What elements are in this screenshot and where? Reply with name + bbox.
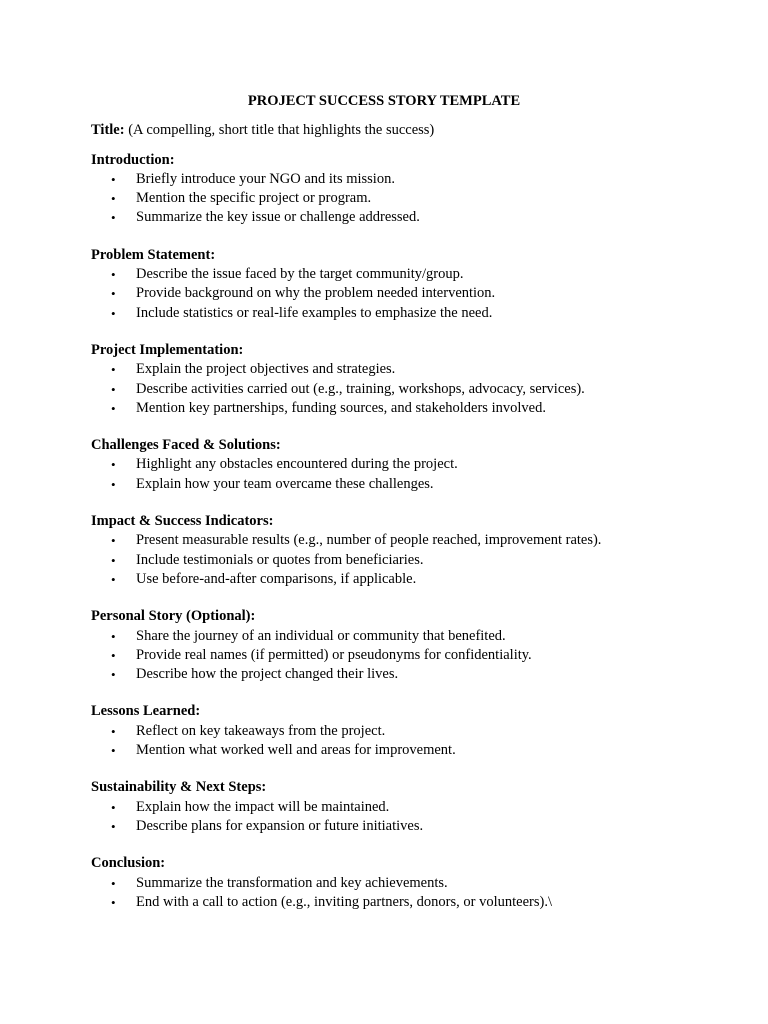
bullet-text: Describe the issue faced by the target community/group.: [136, 266, 464, 283]
bullet-text: Explain the project objectives and strategies.: [136, 361, 396, 378]
bullet-icon: •: [111, 667, 116, 683]
bullet-text: Present measurable results (e.g., number of people reached, improvement rates).: [136, 532, 602, 549]
bullet-icon: •: [111, 799, 116, 815]
bullet-text: Describe activities carried out (e.g., training, workshops, advocacy, services).: [136, 380, 585, 397]
bullet-icon: •: [111, 552, 116, 568]
bullet-icon: •: [111, 647, 116, 663]
bullet-icon: •: [111, 400, 116, 416]
bullet-item: [91, 170, 691, 189]
bullet-text: Explain how your team overcame these challenges.: [136, 475, 434, 492]
section: [91, 607, 691, 684]
bullet-item: [91, 475, 691, 494]
section: [91, 151, 691, 228]
bullet-icon: •: [111, 628, 116, 644]
bullet-text: Summarize the transformation and key achievements.: [136, 874, 448, 891]
bullet-item: [91, 874, 691, 893]
document-page: [91, 92, 691, 930]
section: [91, 778, 691, 836]
bullet-text: Describe plans for expansion or future initiatives.: [136, 817, 424, 834]
bullet-list: [91, 531, 691, 589]
section: [91, 512, 691, 589]
section-heading: Introduction:: [91, 151, 175, 168]
bullet-icon: •: [111, 533, 116, 549]
bullet-item: [91, 551, 691, 570]
bullet-list: [91, 455, 691, 494]
bullet-item: [91, 570, 691, 589]
section: [91, 854, 691, 912]
bullet-item: [91, 360, 691, 379]
bullet-icon: •: [111, 381, 116, 397]
section: [91, 436, 691, 494]
bullet-icon: •: [111, 571, 116, 587]
bullet-icon: •: [111, 818, 116, 834]
bullet-icon: •: [111, 267, 116, 283]
section-heading: Challenges Faced & Solutions:: [91, 437, 281, 454]
bullet-item: [91, 665, 691, 684]
bullet-item: [91, 722, 691, 741]
bullet-icon: •: [111, 362, 116, 378]
bullet-icon: •: [111, 210, 116, 226]
bullet-list: [91, 265, 691, 323]
section: [91, 246, 691, 323]
section-heading: Impact & Success Indicators:: [91, 513, 274, 530]
bullet-item: [91, 893, 691, 912]
bullet-text: Provide real names (if permitted) or pseudonyms for confidentiality.: [136, 646, 532, 663]
bullet-item: [91, 304, 691, 323]
bullet-item: [91, 455, 691, 474]
bullet-text: Mention what worked well and areas for improvement.: [136, 742, 456, 759]
title-hint: (A compelling, short title that highlights the success): [124, 122, 435, 139]
section-heading: Conclusion:: [91, 855, 166, 872]
bullet-text: Mention the specific project or program.: [136, 190, 372, 207]
bullet-item: [91, 399, 691, 418]
bullet-list: [91, 360, 691, 418]
bullet-text: Reflect on key takeaways from the project.: [136, 722, 386, 739]
bullet-icon: •: [111, 171, 116, 187]
document-title: PROJECT SUCCESS STORY TEMPLATE: [247, 93, 521, 109]
bullet-list: [91, 798, 691, 837]
bullet-icon: •: [111, 743, 116, 759]
bullet-item: [91, 208, 691, 227]
section: [91, 702, 691, 760]
section-heading: Project Implementation:: [91, 341, 244, 358]
bullet-icon: •: [111, 875, 116, 891]
bullet-text: Include testimonials or quotes from beneficiaries.: [136, 551, 424, 568]
bullet-item: [91, 265, 691, 284]
section-heading: Problem Statement:: [91, 246, 216, 263]
bullet-item: [91, 627, 691, 646]
section: [91, 341, 691, 418]
bullet-item: [91, 531, 691, 550]
section-heading: Sustainability & Next Steps:: [91, 779, 267, 796]
bullet-list: [91, 722, 691, 761]
bullet-icon: •: [111, 457, 116, 473]
bullet-icon: •: [111, 286, 116, 302]
bullet-icon: •: [111, 305, 116, 321]
bullet-text: Summarize the key issue or challenge addressed.: [136, 209, 420, 226]
bullet-text: Mention key partnerships, funding sources, and stakeholders involved.: [136, 399, 546, 416]
bullet-list: [91, 874, 691, 913]
title-instruction: [91, 121, 691, 140]
bullet-icon: •: [111, 723, 116, 739]
bullet-item: [91, 189, 691, 208]
bullet-item: [91, 646, 691, 665]
bullet-text: End with a call to action (e.g., inviting partners, donors, or volunteers).\: [136, 893, 552, 910]
bullet-text: Use before-and-after comparisons, if applicable.: [136, 570, 417, 587]
bullet-list: [91, 627, 691, 685]
bullet-icon: •: [111, 894, 116, 910]
bullet-item: [91, 380, 691, 399]
bullet-item: [91, 817, 691, 836]
bullet-text: Highlight any obstacles encountered during the project.: [136, 456, 458, 473]
title-label: Title:: [91, 122, 125, 139]
bullet-list: [91, 170, 691, 228]
bullet-icon: •: [111, 476, 116, 492]
sections-container: [91, 151, 691, 913]
bullet-text: Provide background on why the problem needed intervention.: [136, 285, 496, 302]
bullet-item: [91, 284, 691, 303]
bullet-text: Include statistics or real-life examples to emphasize the need.: [136, 304, 493, 321]
bullet-icon: •: [111, 191, 116, 207]
bullet-text: Describe how the project changed their lives.: [136, 666, 399, 683]
bullet-text: Briefly introduce your NGO and its mission.: [136, 170, 395, 187]
bullet-item: [91, 798, 691, 817]
bullet-text: Explain how the impact will be maintained.: [136, 798, 390, 815]
bullet-item: [91, 741, 691, 760]
section-heading: Lessons Learned:: [91, 703, 201, 720]
section-heading: Personal Story (Optional):: [91, 608, 256, 625]
bullet-text: Share the journey of an individual or community that benefited.: [136, 627, 506, 644]
